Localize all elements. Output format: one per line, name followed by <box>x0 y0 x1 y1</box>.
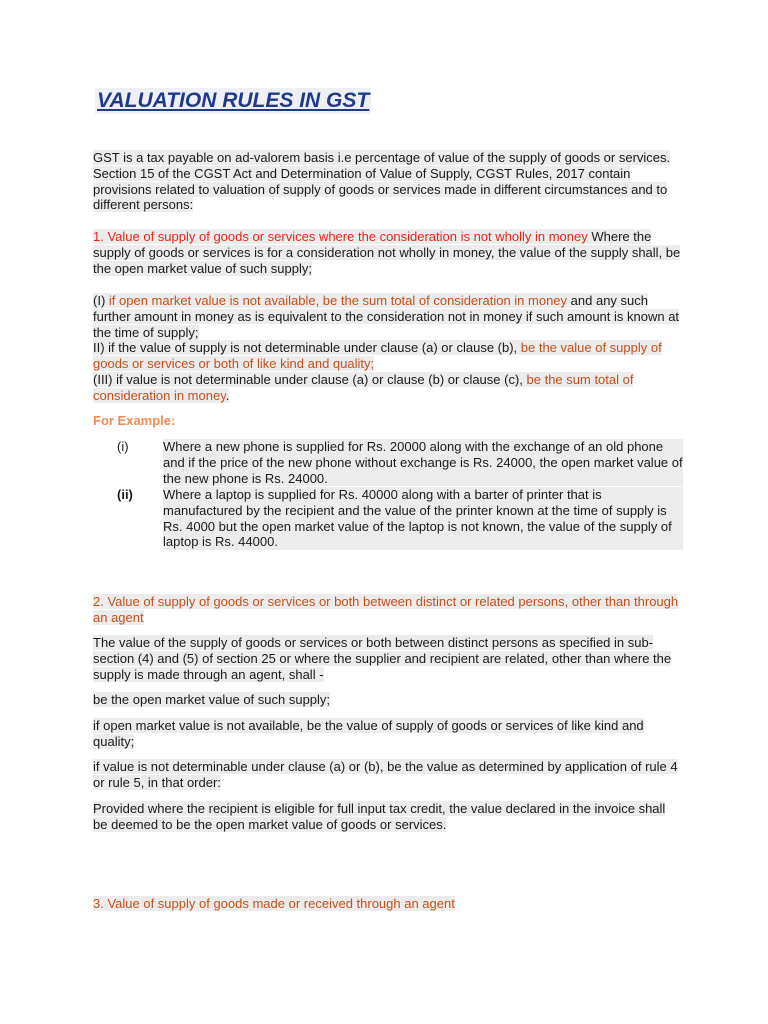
clause-1-rest: and any such further amount in money as is equivalent to the consideration not in money if such amount is known at the time of supply; <box>93 293 680 340</box>
section-1-heading: 1. Value of supply of goods or services where the consideration is not wholly in money <box>93 229 588 244</box>
section-1 <box>93 229 683 276</box>
section-3-heading-paragraph <box>93 896 683 912</box>
clause-3-end: . <box>225 387 230 403</box>
example-number: (i) <box>117 439 129 454</box>
page-title: VALUATION RULES IN GST <box>97 89 370 112</box>
section-2-text: The value of the supply of goods or services or both between distinct persons as specified in sub-section (4) and (5) of section 25 or where the supplier and recipient are related, other than where the supply is made through an agent, shall - <box>93 635 672 682</box>
example-text: Where a new phone is supplied for Rs. 20000 along with the exchange of an old phone and if the price of the new phone without exchange is Rs. 24000, the open market value of the new phone is Rs. 24000. <box>163 439 683 486</box>
section-3-heading: 3. Value of supply of goods made or received through an agent <box>93 896 455 911</box>
section-2-paragraph-2 <box>93 692 683 708</box>
clause-3-highlight: be the sum total of consideration in money <box>93 371 634 403</box>
clause-3-prefix: (III) if value is not determinable under clause (a) or clause (b) or clause (c), <box>93 371 527 387</box>
intro-text: GST is a tax payable on ad-valorem basis i.e percentage of value of the supply of goods or services. Section 15 of the CGST Act and Determination of Value of Supply, CGST Rules, 2017 contain provisions related to valuation of supply of goods or services made in different circumstances and to different persons: <box>93 150 671 213</box>
intro-paragraph <box>93 150 683 213</box>
clause-1-highlight: if open market value is not available, be the sum total of consideration in money <box>108 293 568 308</box>
section-2-paragraph-1 <box>93 635 683 682</box>
example-number: (ii) <box>117 487 133 502</box>
section-1-body: Where the supply of goods or services is for a consideration not wholly in money, the value of the supply shall, be the open market value of such supply; <box>93 229 681 276</box>
clause-1-prefix: (I) <box>93 293 109 308</box>
section-2-text: if open market value is not available, be the value of supply of goods or services of like kind and quality; <box>93 718 644 749</box>
section-2-paragraph-5 <box>93 801 683 833</box>
example-text: Where a laptop is supplied for Rs. 40000 along with a barter of printer that is manufactured by the recipient and the value of the printer known at the time of supply is Rs. 4000 but the open market value of the laptop is not known, the value of the supply of laptop is Rs. 44000. <box>163 487 683 550</box>
section-2-paragraph-3 <box>93 718 683 750</box>
example-label: For Example: <box>93 413 176 428</box>
clause-2-prefix: II) if the value of supply is not determinable under clause (a) or clause (b), <box>93 340 521 356</box>
clause-2-highlight: be the value of supply of goods or services or both of like kind and quality; <box>93 340 662 372</box>
section-2-text: be the open market value of such supply; <box>93 692 331 707</box>
section-2-heading-paragraph <box>93 594 683 626</box>
section-2-heading: 2. Value of supply of goods or services or both between distinct or related persons, other than through an agent <box>93 594 679 625</box>
section-2-paragraph-4 <box>93 759 683 791</box>
section-2-text: if value is not determinable under clause (a) or (b), be the value as determined by application of rule 4 or rule 5, in that order: <box>93 759 678 790</box>
section-2-text: Provided where the recipient is eligible for full input tax credit, the value declared in the invoice shall be deemed to be the open market value of goods or services. <box>93 801 666 832</box>
clauses-paragraph <box>93 293 683 404</box>
